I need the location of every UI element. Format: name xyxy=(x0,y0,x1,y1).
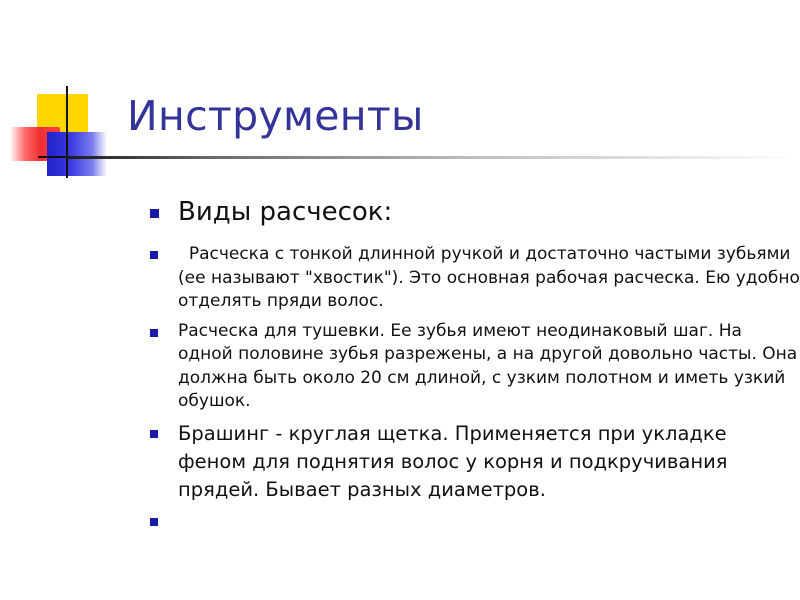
list-item xyxy=(146,320,800,414)
list-item-text: Виды расчесок: xyxy=(178,197,393,227)
list-item-text: Расческа с тонкой длинной ручкой и достаточно частыми зубьями (ее называют "хвостик"). Это основная рабочая расческа. Ею удобно отделять пряди волос. xyxy=(178,244,800,311)
blue-square xyxy=(47,132,107,176)
list-item xyxy=(146,243,800,314)
list-item xyxy=(146,193,800,231)
color-squares-logo xyxy=(0,0,120,190)
slide-title: Инструменты xyxy=(127,92,424,140)
vertical-line xyxy=(66,86,68,178)
list-item xyxy=(146,420,800,504)
square-bullet-icon xyxy=(150,430,158,438)
list-item xyxy=(146,508,800,536)
bullet-list xyxy=(146,193,800,536)
square-bullet-icon xyxy=(150,329,158,337)
list-item-text: Расческа для тушевки. Ее зубья имеют неодинаковый шаг. На одной половине зубья разрежены, а на другой довольно часты. Она должна быть около 20 см длиной, с узким полотном и иметь узкий обушок. xyxy=(178,320,798,411)
square-bullet-icon xyxy=(150,518,158,526)
square-bullet-icon xyxy=(150,209,159,218)
title-underline xyxy=(66,156,800,159)
square-bullet-icon xyxy=(150,251,158,259)
list-item-text: Брашинг - круглая щетка. Применяется при укладке феном для поднятия волос у корня и подкручивания прядей. Бывает разных диаметров. xyxy=(178,421,728,501)
